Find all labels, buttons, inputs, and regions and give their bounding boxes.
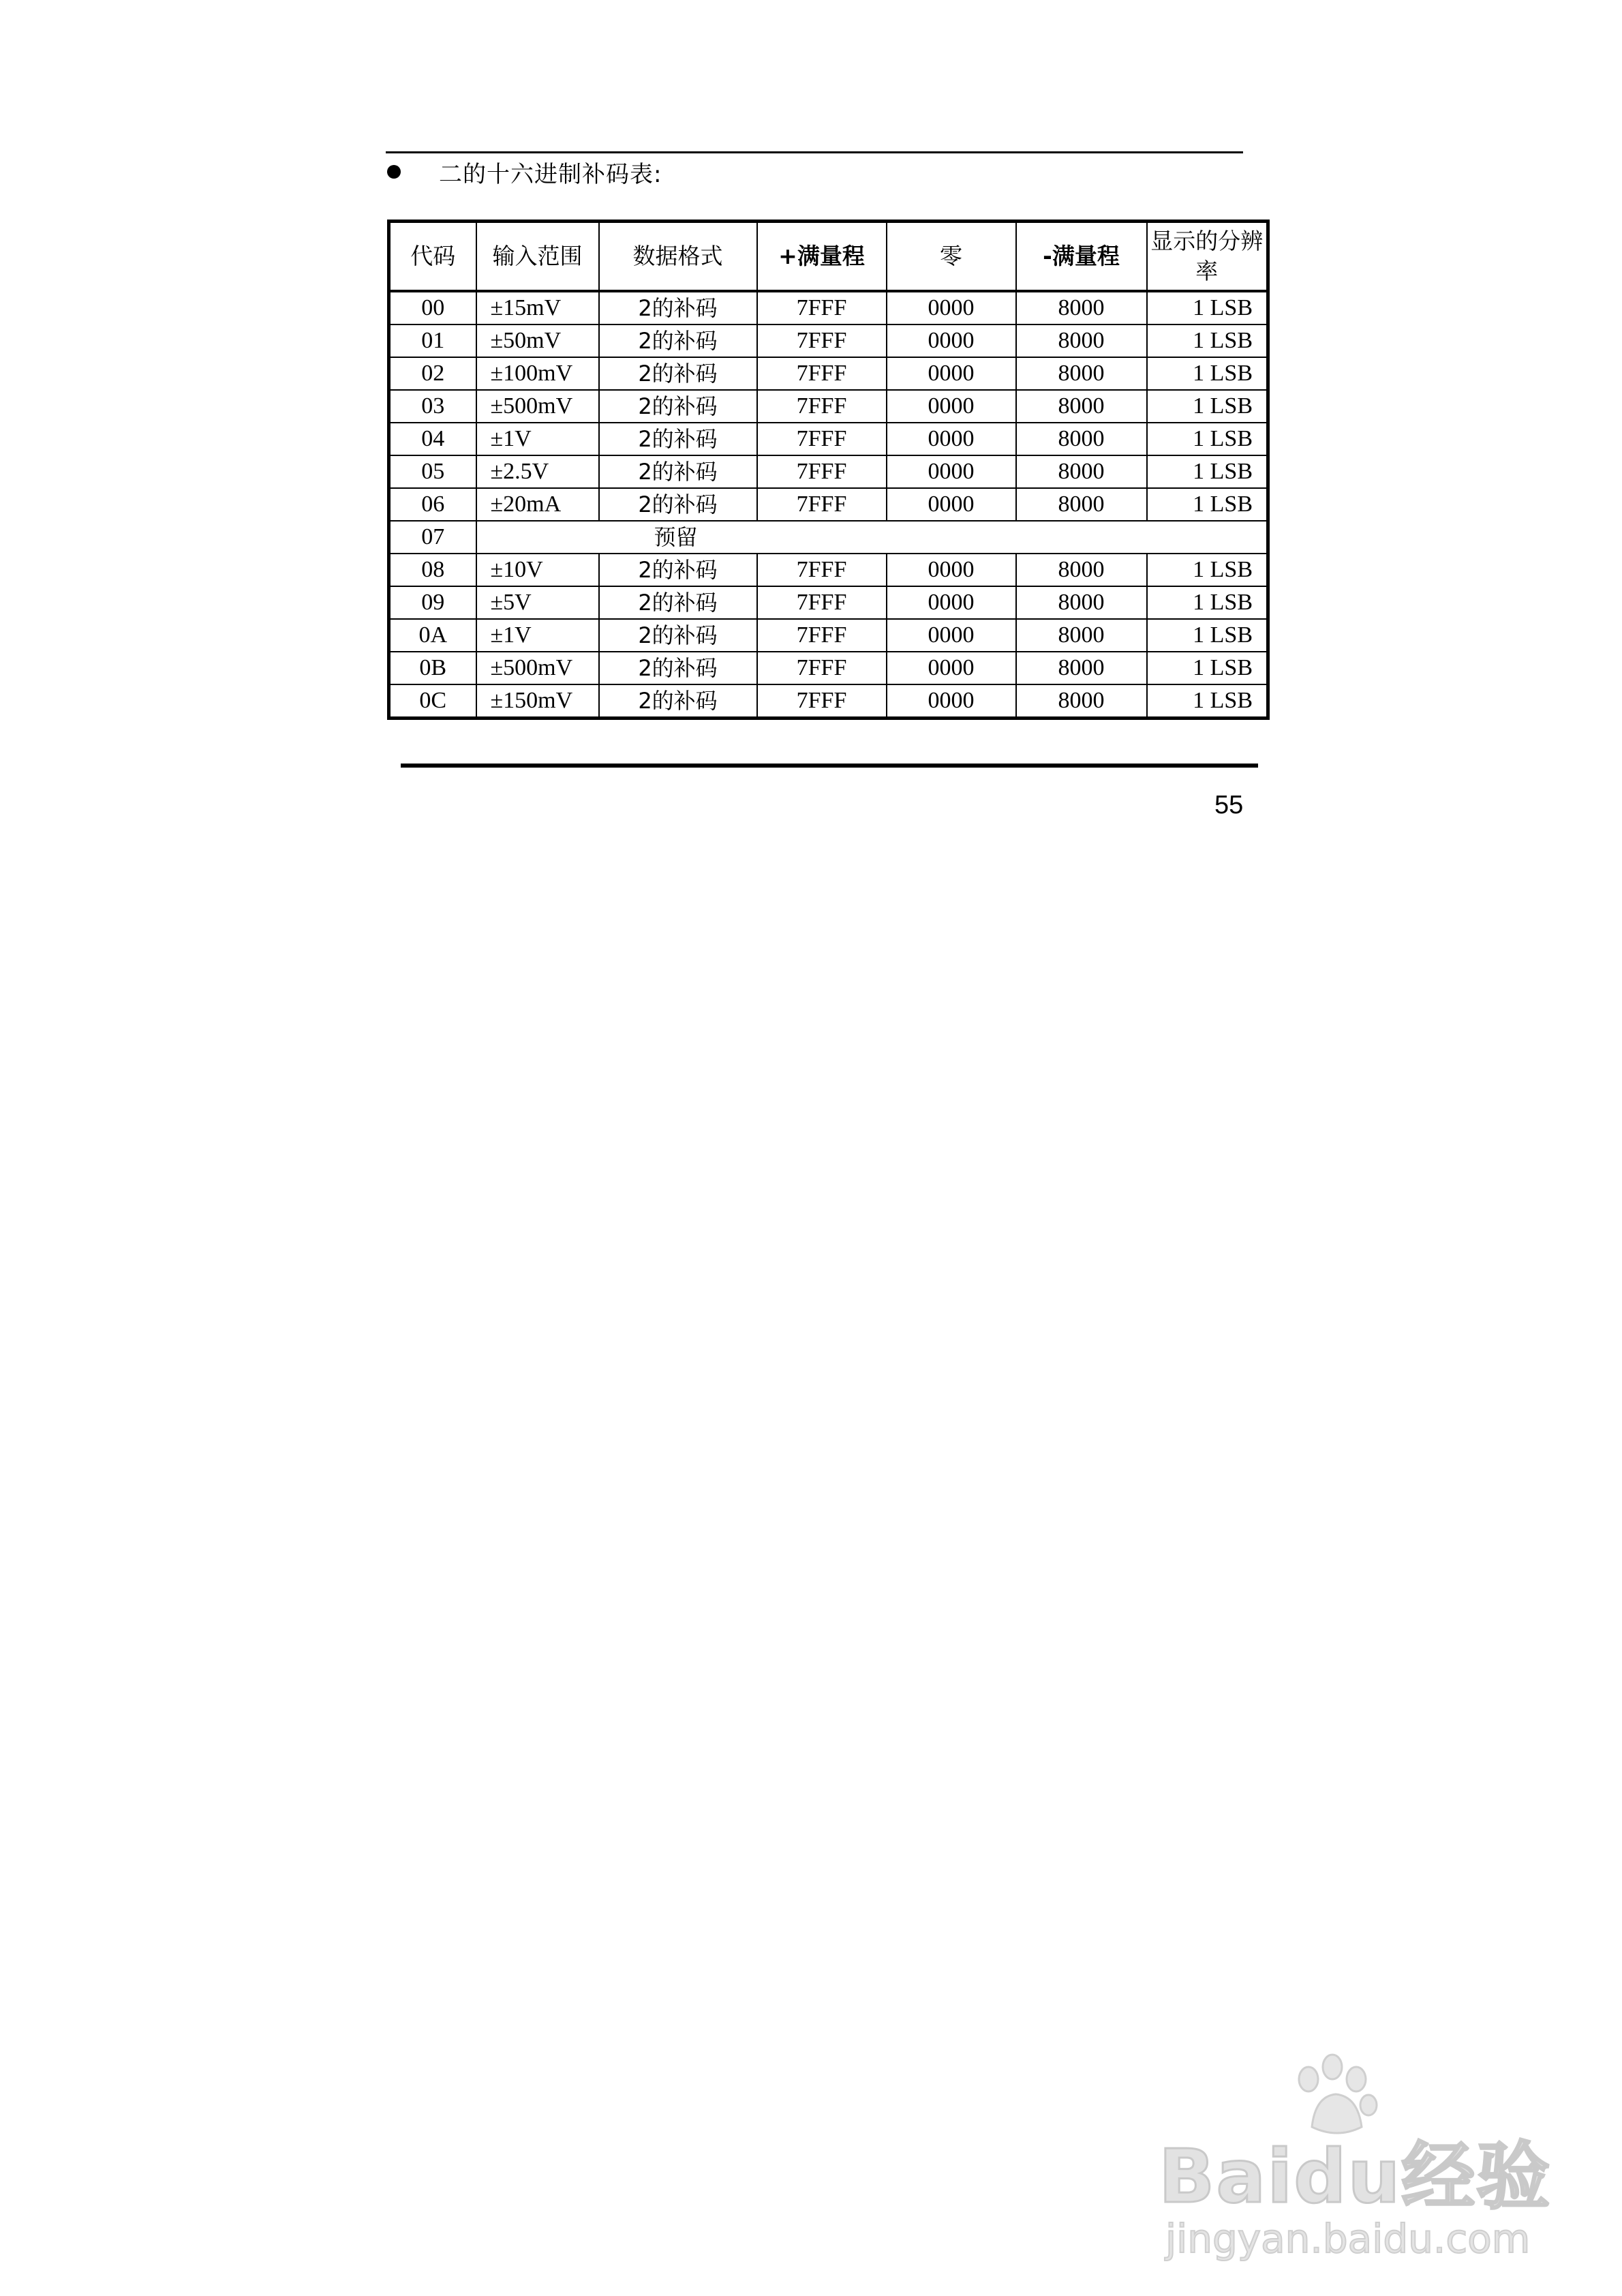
cell-negative-full-scale: 8000 — [1016, 684, 1147, 719]
header-display-resolution: 显示的分辨率 — [1147, 222, 1268, 292]
watermark-logo-text: Baidu经验 — [1159, 2134, 1552, 2220]
cell-input-range: ±15mV — [476, 291, 599, 324]
cell-data-format: 2的补码 — [599, 619, 757, 652]
cell-zero: 0000 — [887, 554, 1016, 586]
cell-negative-full-scale: 8000 — [1016, 619, 1147, 652]
cell-data-format: 2的补码 — [599, 357, 757, 390]
cell-code: 03 — [389, 390, 476, 423]
cell-resolution: 1 LSB — [1147, 423, 1268, 455]
cell-resolution: 1 LSB — [1147, 554, 1268, 586]
table-row — [389, 554, 1268, 586]
table-row — [389, 652, 1268, 684]
top-rule — [386, 151, 1243, 153]
cell-negative-full-scale: 8000 — [1016, 455, 1147, 488]
cell-positive-full-scale: 7FFF — [757, 423, 887, 455]
cell-data-format: 2的补码 — [599, 423, 757, 455]
header-positive-full-scale: +满量程 — [757, 222, 887, 292]
bottom-rule — [401, 764, 1258, 768]
cell-data-format: 2的补码 — [599, 554, 757, 586]
cell-zero: 0000 — [887, 291, 1016, 324]
cell-negative-full-scale: 8000 — [1016, 652, 1147, 684]
cell-data-format: 2的补码 — [599, 291, 757, 324]
cell-positive-full-scale: 7FFF — [757, 357, 887, 390]
table-row — [389, 455, 1268, 488]
cell-code: 05 — [389, 455, 476, 488]
cell-positive-full-scale: 7FFF — [757, 455, 887, 488]
cell-resolution: 1 LSB — [1147, 455, 1268, 488]
cell-negative-full-scale: 8000 — [1016, 488, 1147, 521]
cell-input-range: ±2.5V — [476, 455, 599, 488]
cell-input-range: ±500mV — [476, 390, 599, 423]
cell-code: 06 — [389, 488, 476, 521]
cell-data-format: 2的补码 — [599, 586, 757, 619]
cell-code: 0C — [389, 684, 476, 719]
baidu-jingyan-watermark — [1152, 2052, 1552, 2270]
table-row — [389, 390, 1268, 423]
cell-negative-full-scale: 8000 — [1016, 324, 1147, 357]
cell-positive-full-scale: 7FFF — [757, 324, 887, 357]
table-row — [389, 291, 1268, 324]
watermark-url-text: jingyan.baidu.com — [1165, 2216, 1531, 2262]
cell-zero: 0000 — [887, 455, 1016, 488]
cell-input-range: ±150mV — [476, 684, 599, 719]
cell-input-range: ±100mV — [476, 357, 599, 390]
cell-positive-full-scale: 7FFF — [757, 390, 887, 423]
cell-code: 00 — [389, 291, 476, 324]
cell-code: 0B — [389, 652, 476, 684]
cell-zero: 0000 — [887, 586, 1016, 619]
header-data-format: 数据格式 — [599, 222, 757, 292]
cell-zero: 0000 — [887, 423, 1016, 455]
cell-code: 09 — [389, 586, 476, 619]
cell-data-format: 2的补码 — [599, 390, 757, 423]
cell-negative-full-scale: 8000 — [1016, 291, 1147, 324]
header-zero: 零 — [887, 222, 1016, 292]
section-heading — [387, 154, 662, 190]
table-row — [389, 423, 1268, 455]
cell-data-format: 2的补码 — [599, 455, 757, 488]
cell-zero: 0000 — [887, 357, 1016, 390]
cell-input-range: ±50mV — [476, 324, 599, 357]
cell-positive-full-scale: 7FFF — [757, 554, 887, 586]
cell-input-range: ±1V — [476, 619, 599, 652]
cell-zero: 0000 — [887, 684, 1016, 719]
cell-input-range: ±20mA — [476, 488, 599, 521]
cell-code: 08 — [389, 554, 476, 586]
cell-zero: 0000 — [887, 619, 1016, 652]
cell-data-format: 2的补码 — [599, 652, 757, 684]
cell-resolution: 1 LSB — [1147, 684, 1268, 719]
table-row — [389, 684, 1268, 719]
cell-positive-full-scale: 7FFF — [757, 619, 887, 652]
cell-zero: 0000 — [887, 488, 1016, 521]
cell-positive-full-scale: 7FFF — [757, 586, 887, 619]
cell-zero: 0000 — [887, 390, 1016, 423]
cell-zero: 0000 — [887, 324, 1016, 357]
table-row — [389, 357, 1268, 390]
cell-resolution: 1 LSB — [1147, 619, 1268, 652]
cell-negative-full-scale: 8000 — [1016, 423, 1147, 455]
cell-resolution: 1 LSB — [1147, 357, 1268, 390]
cell-input-range: ±500mV — [476, 652, 599, 684]
cell-resolution: 1 LSB — [1147, 291, 1268, 324]
cell-input-range: ±1V — [476, 423, 599, 455]
table-row — [389, 488, 1268, 521]
hex-complement-table — [387, 220, 1270, 720]
cell-negative-full-scale: 8000 — [1016, 390, 1147, 423]
section-heading-text: 二的十六进制补码表: — [439, 160, 662, 188]
cell-code: 04 — [389, 423, 476, 455]
cell-reserved-label: 预留 — [476, 521, 1268, 554]
cell-negative-full-scale: 8000 — [1016, 586, 1147, 619]
bullet-icon — [387, 165, 401, 179]
cell-code: 07 — [389, 521, 476, 554]
header-input-range: 输入范围 — [476, 222, 599, 292]
cell-negative-full-scale: 8000 — [1016, 554, 1147, 586]
cell-negative-full-scale: 8000 — [1016, 357, 1147, 390]
cell-input-range: ±5V — [476, 586, 599, 619]
cell-positive-full-scale: 7FFF — [757, 652, 887, 684]
cell-data-format: 2的补码 — [599, 684, 757, 719]
cell-resolution: 1 LSB — [1147, 586, 1268, 619]
cell-resolution: 1 LSB — [1147, 488, 1268, 521]
cell-code: 02 — [389, 357, 476, 390]
cell-data-format: 2的补码 — [599, 488, 757, 521]
table-body — [389, 291, 1268, 719]
table-header-row — [389, 222, 1268, 292]
table-row — [389, 586, 1268, 619]
cell-positive-full-scale: 7FFF — [757, 291, 887, 324]
table-row — [389, 619, 1268, 652]
cell-data-format: 2的补码 — [599, 324, 757, 357]
cell-code: 0A — [389, 619, 476, 652]
cell-code: 01 — [389, 324, 476, 357]
header-code: 代码 — [389, 222, 476, 292]
cell-input-range: ±10V — [476, 554, 599, 586]
header-negative-full-scale: -满量程 — [1016, 222, 1147, 292]
cell-resolution: 1 LSB — [1147, 324, 1268, 357]
cell-resolution: 1 LSB — [1147, 652, 1268, 684]
table-row — [389, 324, 1268, 357]
cell-positive-full-scale: 7FFF — [757, 488, 887, 521]
cell-positive-full-scale: 7FFF — [757, 684, 887, 719]
table-row-reserved — [389, 521, 1268, 554]
cell-zero: 0000 — [887, 652, 1016, 684]
cell-resolution: 1 LSB — [1147, 390, 1268, 423]
page-number: 55 — [1214, 791, 1244, 819]
